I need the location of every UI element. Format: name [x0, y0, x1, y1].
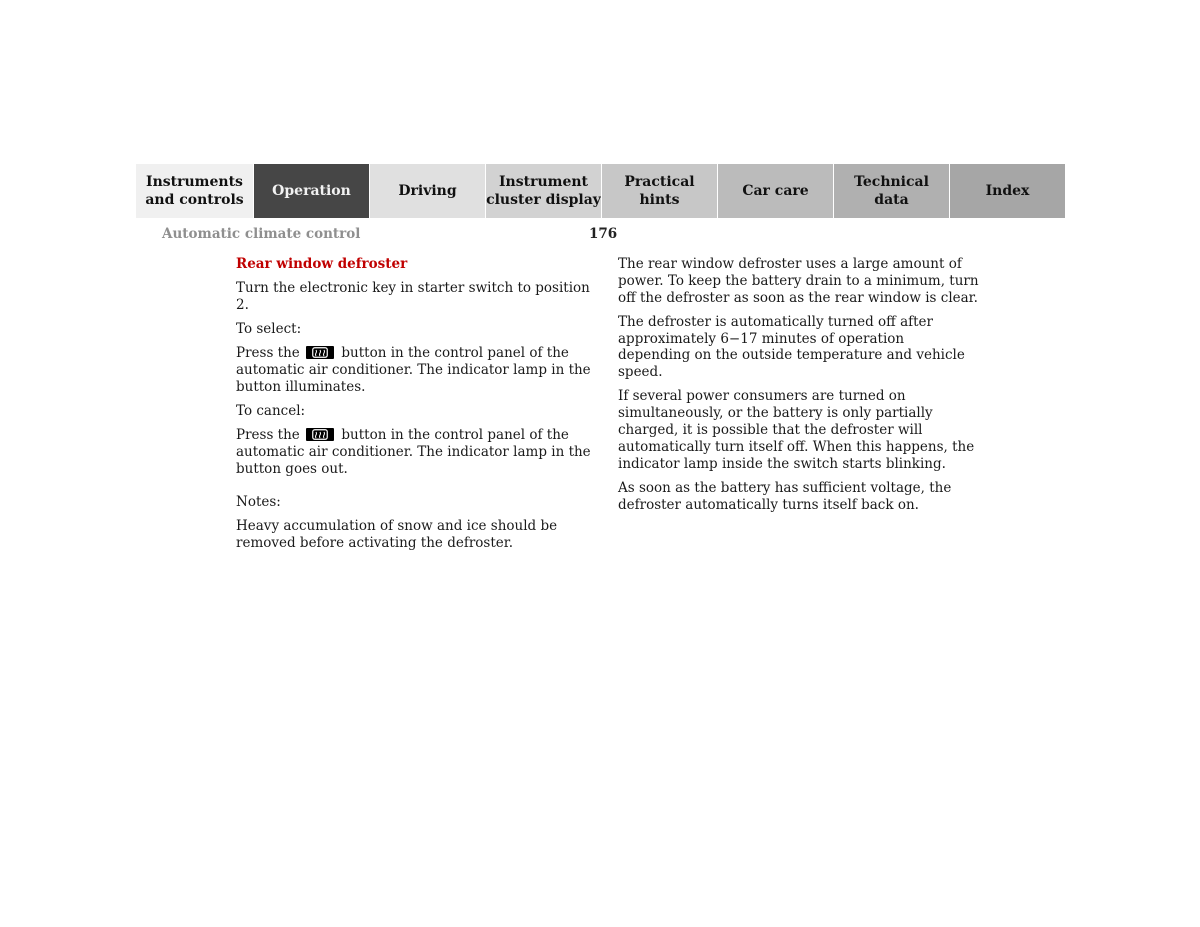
- rear-defroster-icon: [306, 346, 334, 359]
- tab-instruments-and-controls[interactable]: [136, 164, 253, 218]
- select-label: To select:: [236, 321, 302, 338]
- tab-index[interactable]: [949, 164, 1065, 218]
- right-column: [618, 256, 980, 521]
- section-heading: Rear window defroster: [236, 256, 408, 272]
- left-column: [236, 256, 598, 559]
- battery-paragraph: If several power consumers are turned on simultaneously, or the battery is only partially charged, it is possible that the defroster will automatically turn itself off. When this happens, the indicator lamp inside the switch starts blinking.: [618, 388, 975, 472]
- notes-text: Heavy accumulation of snow and ice should be removed before activating the defroster.: [236, 517, 558, 551]
- tab-label: Operation: [272, 183, 351, 199]
- rear-defroster-icon: [306, 428, 334, 441]
- cancel-text-pre: Press the: [236, 427, 300, 444]
- tab-label: Index: [985, 183, 1030, 199]
- tab-label: Technical: [854, 174, 929, 190]
- tab-practical-hints[interactable]: [601, 164, 717, 218]
- notes-label: Notes:: [236, 493, 281, 510]
- tab-technical-data[interactable]: [833, 164, 949, 218]
- tab-label-line2: data: [874, 192, 909, 208]
- tab-instrument-cluster-display[interactable]: [485, 164, 601, 218]
- chapter-tab-bar: [136, 164, 1065, 218]
- tab-label: Car care: [742, 183, 809, 199]
- cancel-instruction: [236, 427, 598, 477]
- tab-label: Instruments: [146, 174, 243, 190]
- cancel-label: To cancel:: [236, 403, 306, 420]
- auto-off-paragraph: The defroster is automatically turned off after approximately 6−17 minutes of operation depending on the outside temperature and vehicle speed.: [618, 313, 965, 381]
- section-title: Automatic climate control: [162, 226, 361, 242]
- instruction-paragraph: Turn the electronic key in starter switch to position 2.: [236, 280, 590, 313]
- tab-car-care[interactable]: [717, 164, 833, 218]
- tab-label: Practical hints: [624, 174, 695, 208]
- tab-label: Instrument: [499, 174, 588, 190]
- tab-label-line2: cluster display: [486, 192, 601, 208]
- tab-operation[interactable]: [253, 164, 369, 218]
- select-text-pre: Press the: [236, 345, 300, 362]
- tab-driving[interactable]: [369, 164, 485, 218]
- tab-label: Driving: [398, 183, 457, 199]
- cancel-text-post: button in the control panel of the automatic air conditioner. The indicator lamp in the button goes out.: [236, 427, 591, 477]
- select-text-post: button in the control panel of the automatic air conditioner. The indicator lamp in the button illuminates.: [236, 345, 591, 395]
- select-instruction: [236, 345, 598, 395]
- power-usage-paragraph: The rear window defroster uses a large amount of power. To keep the battery drain to a minimum, turn off the defroster as soon as the rear window is clear.: [618, 256, 979, 306]
- auto-on-paragraph: As soon as the battery has sufficient voltage, the defroster automatically turns itself back on.: [618, 479, 952, 513]
- tab-label-line2: and controls: [145, 192, 244, 208]
- page-number: 176: [589, 226, 618, 242]
